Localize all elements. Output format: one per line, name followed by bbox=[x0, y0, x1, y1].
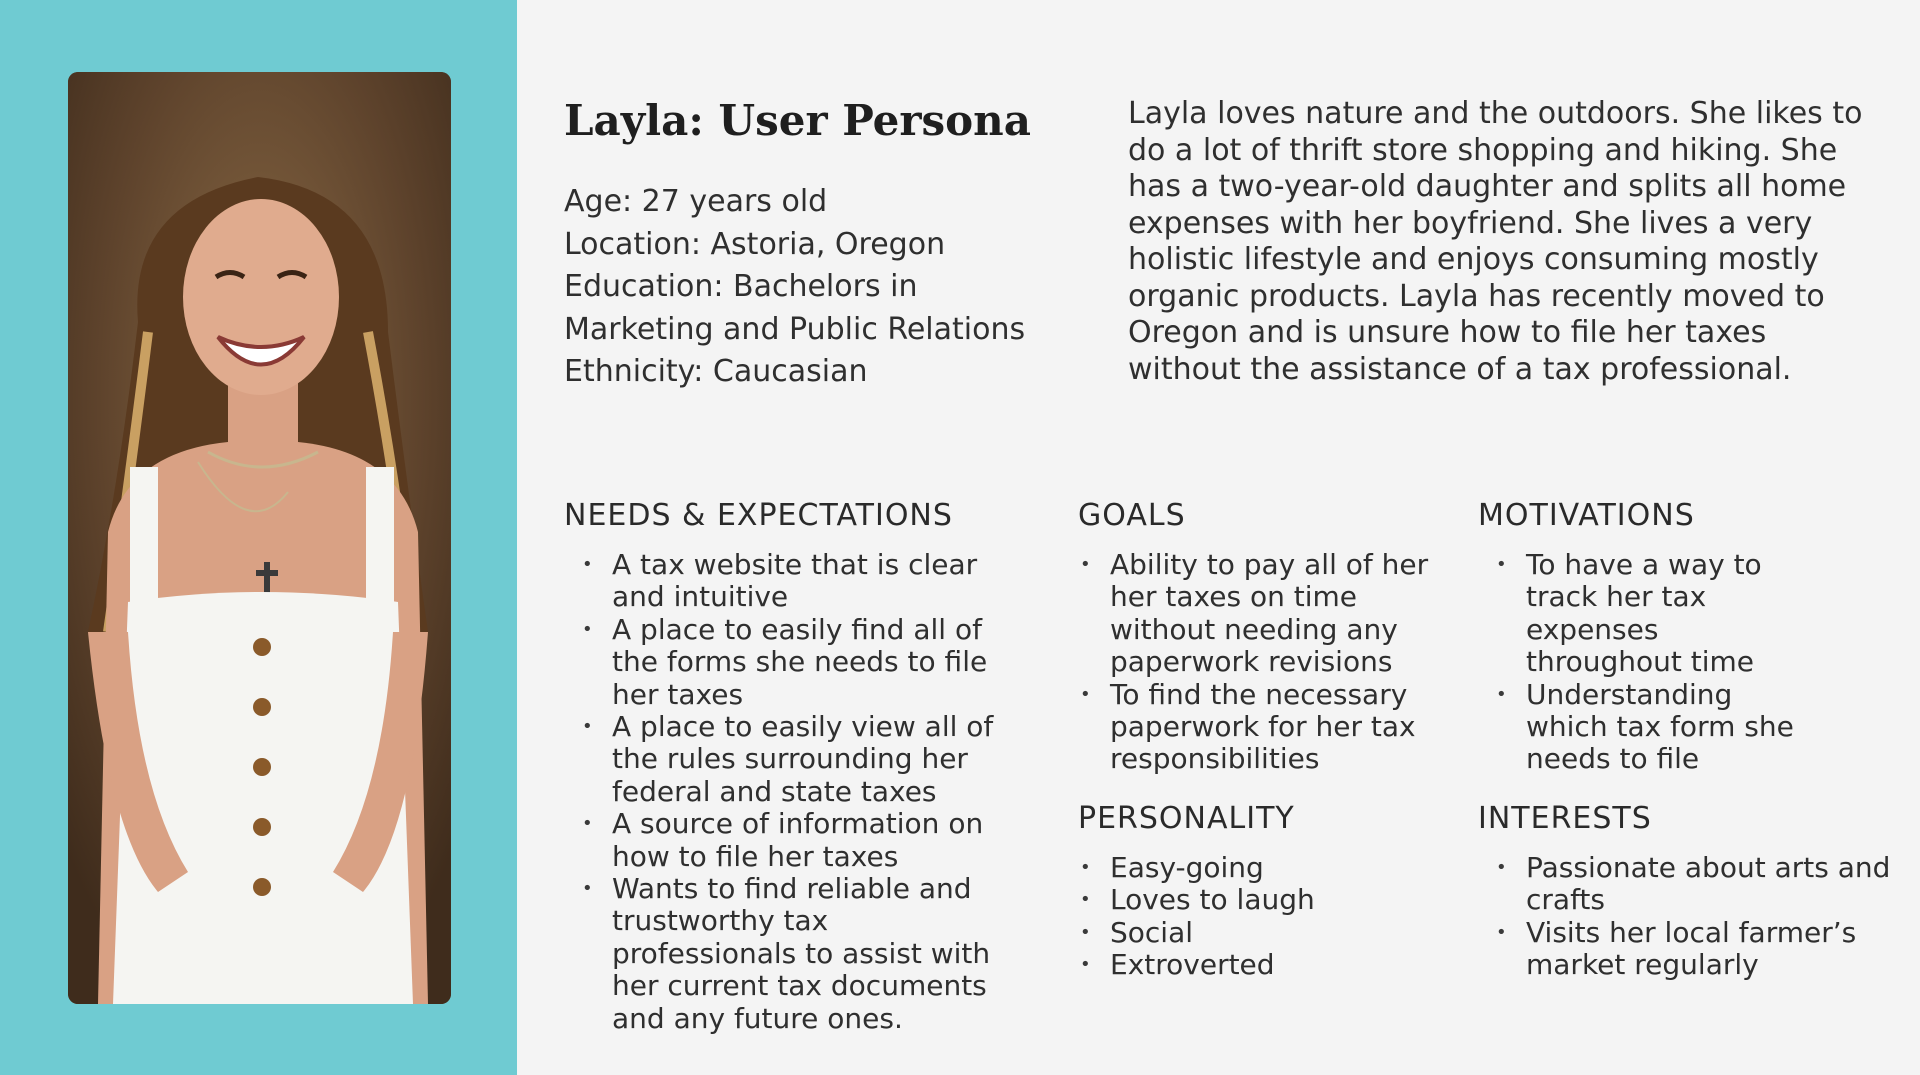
list-item: • To find the necessary paperwork for her tax responsibilities bbox=[1078, 679, 1443, 776]
list-item: • A source of information on how to file her taxes bbox=[580, 808, 1020, 873]
list-item: • Wants to find reliable and trustworthy tax professionals to assist with her current tax documents and any future ones. bbox=[580, 873, 1020, 1035]
list-item: • Easy-going bbox=[1078, 852, 1443, 884]
needs-heading: NEEDS & EXPECTATIONS bbox=[564, 498, 953, 533]
list-item: • Ability to pay all of her her taxes on time without needing any paperwork revisions bbox=[1078, 549, 1443, 679]
personality-heading: PERSONALITY bbox=[1078, 801, 1295, 836]
personality-list bbox=[1078, 852, 1443, 982]
demographic-education: Education: Bachelors in bbox=[564, 269, 918, 304]
list-item: • Passionate about arts and crafts bbox=[1494, 852, 1894, 917]
needs-list bbox=[580, 549, 1020, 1035]
goals-heading: GOALS bbox=[1078, 498, 1186, 533]
list-item: • A place to easily view all of the rules surrounding her federal and state taxes bbox=[580, 711, 1020, 808]
list-item: • Loves to laugh bbox=[1078, 884, 1443, 916]
list-item: • Social bbox=[1078, 917, 1443, 949]
list-item: • Extroverted bbox=[1078, 949, 1443, 981]
list-item: • To have a way to track her tax expenses throughout time bbox=[1494, 549, 1799, 679]
interests-list bbox=[1494, 852, 1894, 982]
persona-title: Layla: User Persona bbox=[564, 96, 1031, 145]
persona-bio: Layla loves nature and the outdoors. She likes to do a lot of thrift store shopping and hiking. She has a two-year-old daughter and splits all home expenses with her boyfriend. She lives a very holistic lifestyle and enjoys consuming mostly organic products. Layla has recently moved to Oregon and is unsure how to file her taxes without the assistance of a tax professional. bbox=[1128, 96, 1863, 387]
demographic-ethnicity: Ethnicity: Caucasian bbox=[564, 354, 868, 389]
persona-photo bbox=[68, 72, 451, 1004]
interests-heading: INTERESTS bbox=[1478, 801, 1652, 836]
list-item: • A tax website that is clear and intuitive bbox=[580, 549, 1020, 614]
demographics bbox=[564, 181, 1064, 394]
list-item: • Visits her local farmer’s market regularly bbox=[1494, 917, 1894, 982]
demographic-age: Age: 27 years old bbox=[564, 184, 828, 219]
motivations-heading: MOTIVATIONS bbox=[1478, 498, 1695, 533]
demographic-education-cont: Marketing and Public Relations bbox=[564, 311, 1026, 347]
list-item: • Understanding which tax form she needs to file bbox=[1494, 679, 1799, 776]
motivations-list bbox=[1494, 549, 1799, 776]
list-item: • A place to easily find all of the forms she needs to file her taxes bbox=[580, 614, 1020, 711]
goals-list bbox=[1078, 549, 1443, 776]
demographic-location: Location: Astoria, Oregon bbox=[564, 226, 946, 262]
